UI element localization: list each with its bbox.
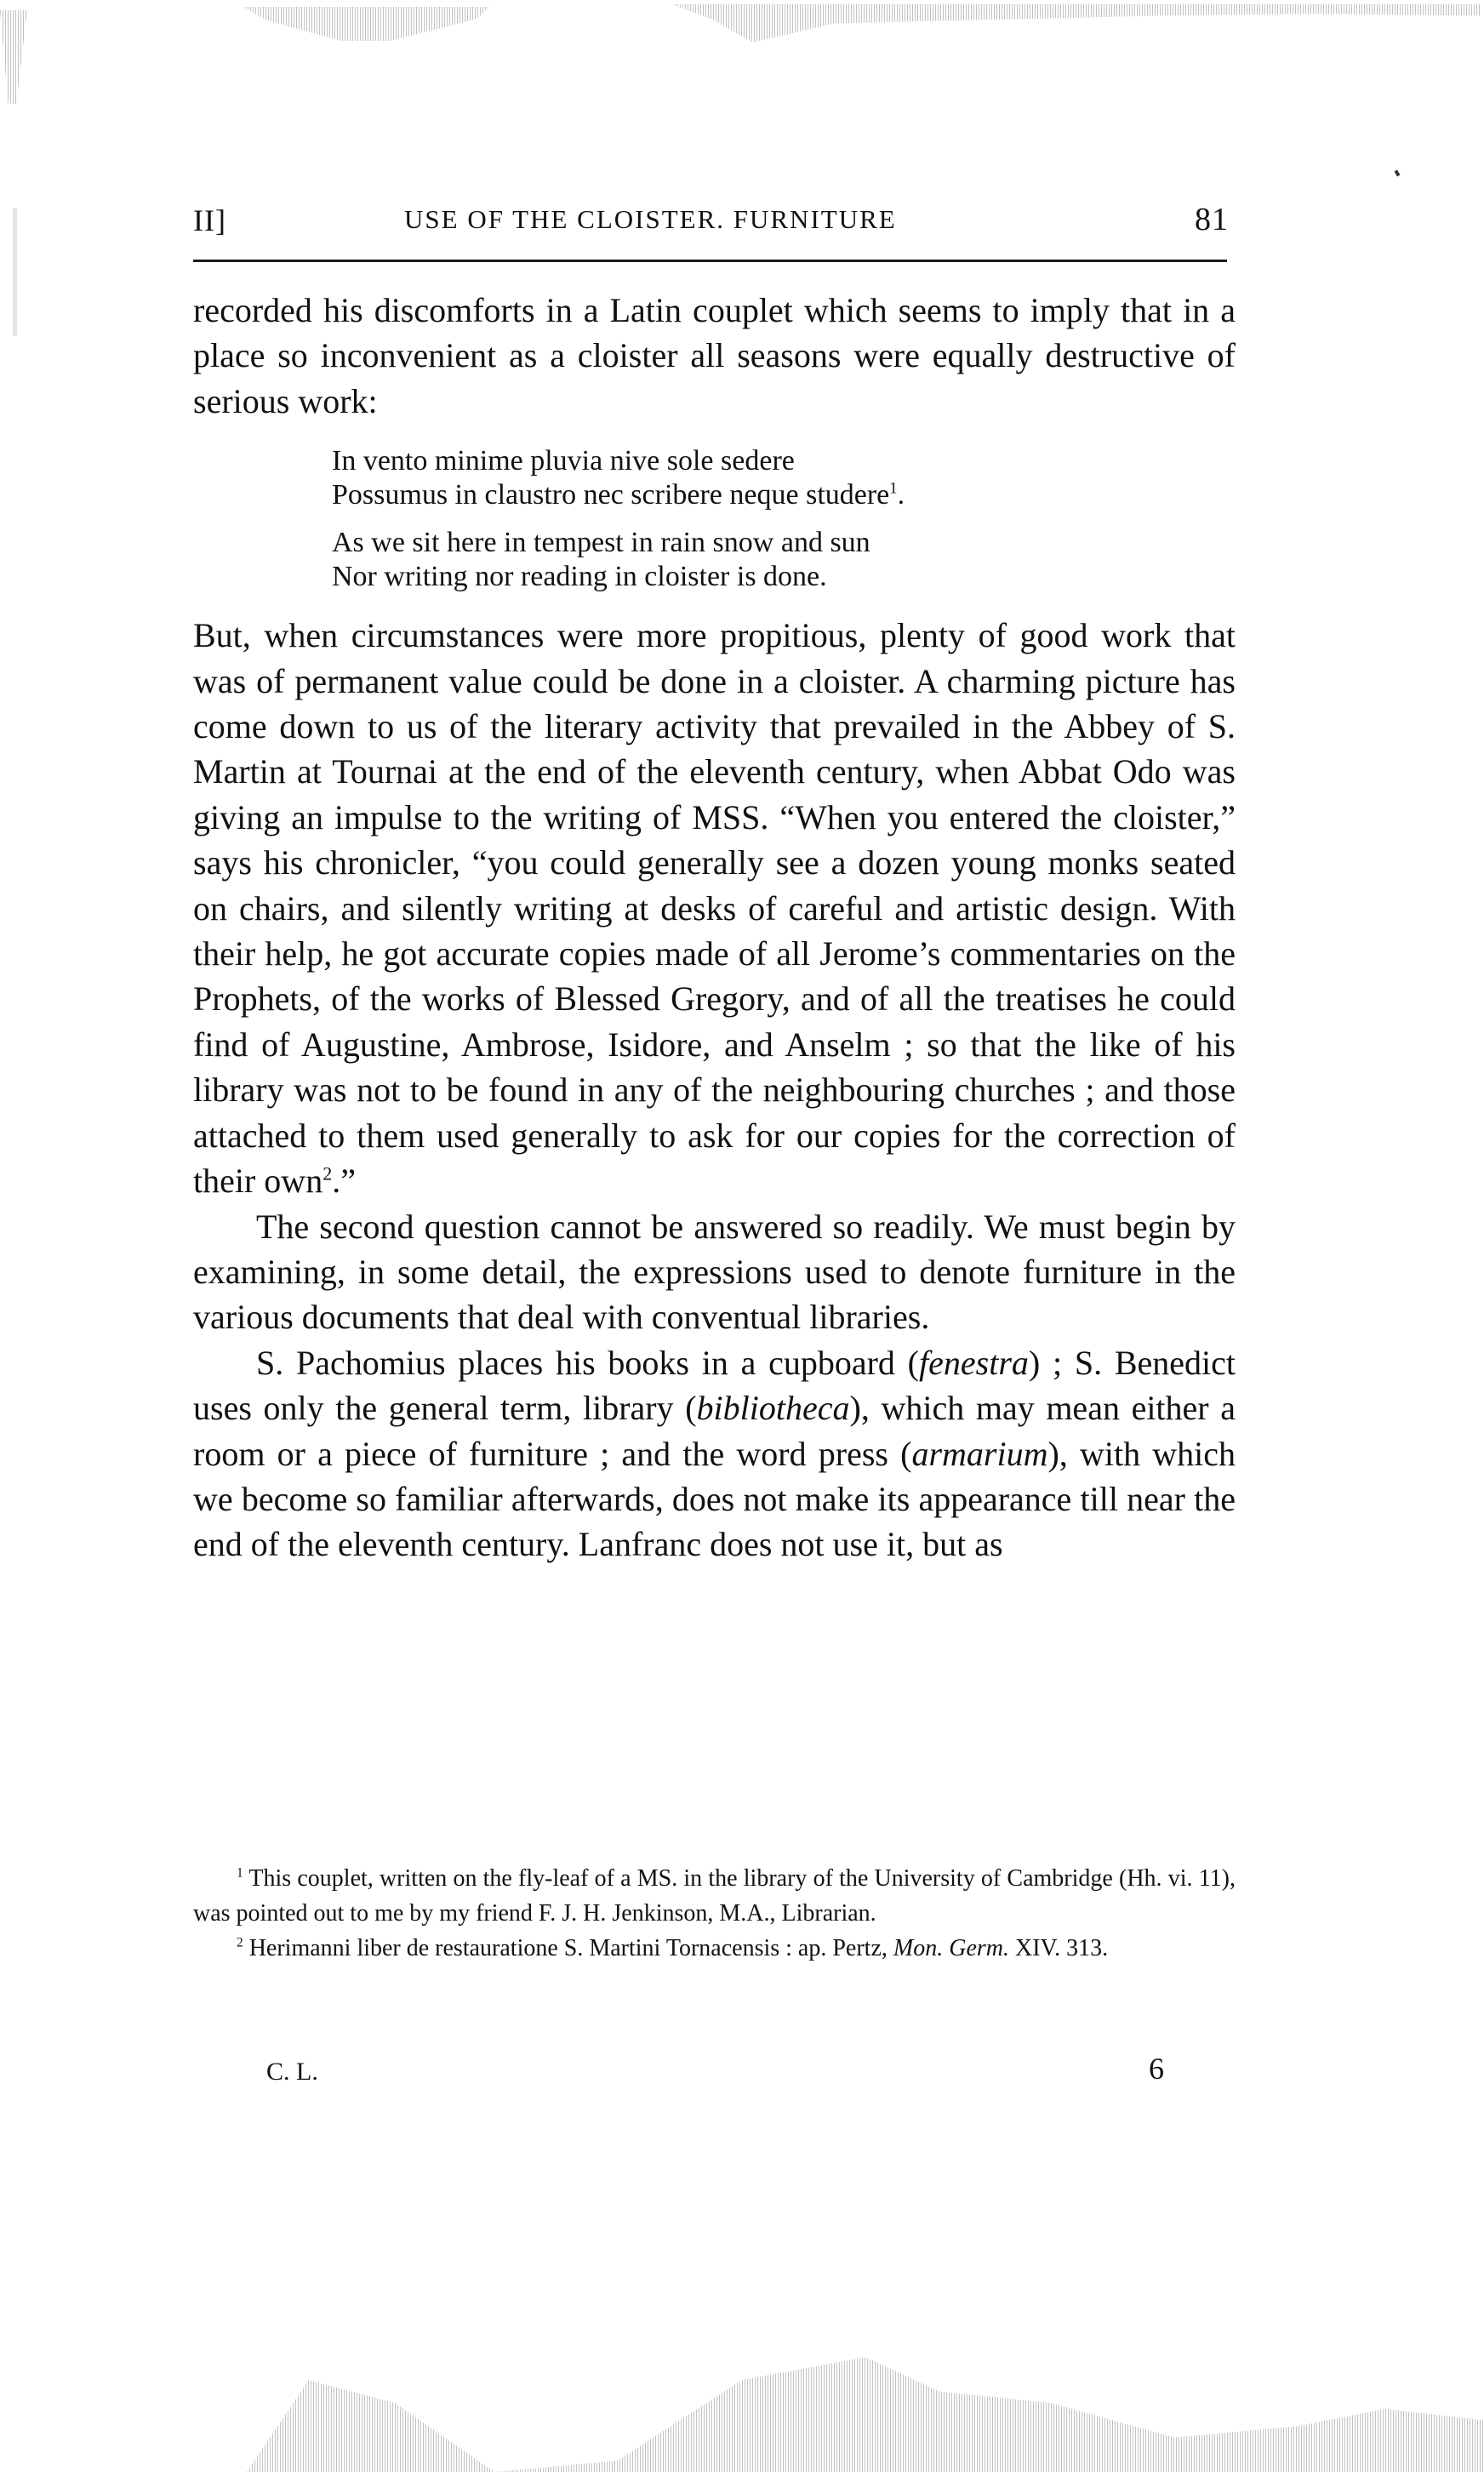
footnote-2: $^2$ Herimanni liber de restauratione S. Martini Tornacensis : ap. Pertz, Mon. Germ. XIV. 313. (237, 1935, 1109, 1961)
page-number: 81 (1195, 202, 1229, 237)
header-rule (193, 260, 1227, 262)
body-text (193, 288, 1236, 1567)
scan-artifact-top-1 (243, 7, 489, 41)
signature-mark: C. L. (266, 2058, 318, 2086)
verse-block (332, 444, 1236, 594)
latin-couplet (332, 444, 1236, 512)
footnote-ref-2[interactable]: 2 (322, 1162, 333, 1185)
verse-line: In vento minime pluvia nive sole sedere (332, 445, 795, 477)
english-couplet (332, 526, 1236, 594)
paragraph-2: But, when circumstances were more propitious, plenty of good work that was of permanent value could be done in a cloister. A charming picture has come down to us of the literary activity that prevailed in the Abbey of S. Martin at Tournai at the end of the eleventh century, when Abbat Odo was giving an impulse to the writing of MSS. “When you entered the cloister,” says his chronicler, “you could generally see a dozen young monks seated on chairs, and silently writing at desks of careful and artistic design. With their help, he got accurate copies made of all Jerome’s commentaries on the Prophets, of the works of Blessed Gregory, and of all the treatises he could find of Augustine, Ambrose, Isidore, and Anselm ; so that the like of his library was not to be found in any of the neighbouring churches ; and those attached to them used generally to ask for our copies for the correction of their own$^2$.” (193, 616, 1236, 1201)
scan-artifact-bottom (247, 2357, 1484, 2472)
stray-mark (1395, 169, 1401, 176)
running-title: USE OF THE CLOISTER. FURNITURE (404, 204, 897, 234)
paragraph-4: S. Pachomius places his books in a cupboard (fenestra) ; S. Benedict uses only the general term, library (bibliotheca), which may mean either a room or a piece of furniture ; and the word press (armarium), with which we become so familiar afterwards, does not make its appearance till near the end of the eleventh century. Lanfranc does not use it, but as (193, 1343, 1236, 1564)
scan-artifact-left-edge (13, 208, 17, 336)
latin-term-armarium: armarium (911, 1434, 1048, 1473)
verse-line: Possumus in claustro nec scribere neque studere$^1$. (332, 479, 905, 511)
running-head (193, 196, 1236, 243)
footnotes (193, 1861, 1236, 1966)
latin-term-fenestra: fenestra (919, 1343, 1029, 1382)
paragraph-1: recorded his discomforts in a Latin couplet which seems to imply that in a place so inconvenient as a cloister all seasons were equally destructive of serious work: (193, 291, 1236, 420)
verse-line: Nor writing nor reading in cloister is done. (332, 561, 827, 593)
footnote-ref-1[interactable]: 1 (889, 479, 898, 498)
footnote-1: $^1$ This couplet, written on the fly-leaf of a MS. in the library of the University of Cambridge (Hh. vi. 11), was pointed out to me by my friend F. J. H. Jenkinson, M.A., Librarian. (193, 1865, 1236, 1927)
scan-artifact-top-2 (672, 4, 1481, 43)
latin-term-bibliotheca: bibliotheca (696, 1389, 850, 1428)
chapter-number: II] (193, 203, 226, 237)
scan-artifact-top-left (0, 10, 27, 104)
verse-line: As we sit here in tempest in rain snow and sun (332, 527, 870, 559)
paragraph-3: The second question cannot be answered so readily. We must begin by examining, in some detail, the expressions used to denote furniture in the various documents that deal with conventual libraries. (193, 1207, 1236, 1337)
signature-number: 6 (1149, 2052, 1164, 2086)
book-page (193, 196, 1236, 1564)
